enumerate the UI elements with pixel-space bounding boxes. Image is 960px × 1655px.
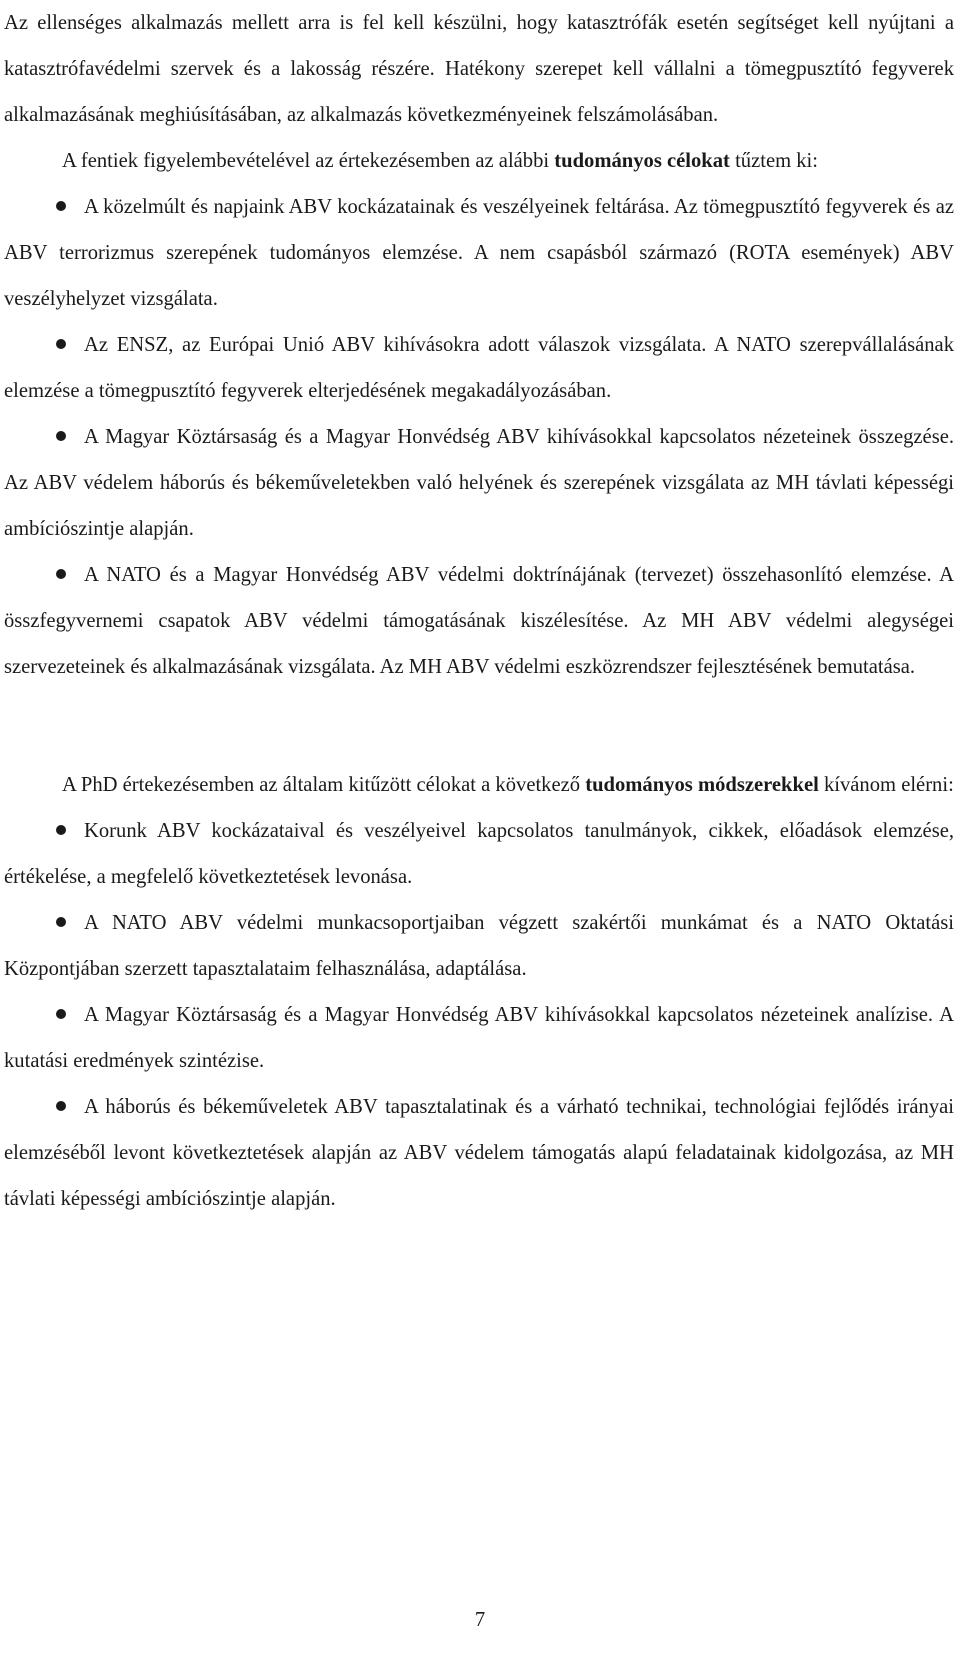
goal-item-text: A Magyar Köztársaság és a Magyar Honvédség ABV kihívásokkal kapcsolatos nézeteinek összegzése. Az ABV védelem háborús és békeműveletekben való helyének és szerepének vizsgálata az MH távlati képességi ambíciószintje alapján.	[4, 426, 954, 540]
bullet-icon	[56, 1009, 66, 1019]
bullet-icon	[56, 339, 66, 349]
method-item	[4, 992, 954, 1084]
method-item	[4, 1084, 954, 1222]
goals-lead-paragraph	[4, 138, 954, 184]
page-number: 7	[474, 1609, 486, 1631]
methods-lead-bold: tudományos módszerekkel	[585, 774, 819, 796]
method-item-text: Korunk ABV kockázataival és veszélyeivel kapcsolatos tanulmányok, cikkek, előadások elemzése, értékelése, a megfelelő következtetések levonása.	[4, 820, 954, 888]
method-item-text: A háborús és békeműveletek ABV tapasztalatinak és a várható technikai, technológiai fejlődés irányai elemzéséből levont következtetések alapján az ABV védelem támogatás alapú feladatainak kidolgozása, az MH távlati képességi ambíciószintje alapján.	[4, 1096, 954, 1210]
goal-item	[4, 552, 954, 690]
method-item	[4, 900, 954, 992]
goals-lead-text: A fentiek figyelembevételével az értekezésemben az alábbi	[62, 150, 555, 172]
bullet-icon	[56, 201, 66, 211]
bullet-icon	[56, 1101, 66, 1111]
goal-item	[4, 414, 954, 552]
goals-lead-tail: tűztem ki:	[729, 150, 818, 172]
methods-lead-tail: kívánom elérni:	[818, 774, 954, 796]
goal-item	[4, 322, 954, 414]
methods-lead-text: A PhD értekezésemben az általam kitűzött célokat a következő	[62, 774, 586, 796]
bullet-icon	[56, 917, 66, 927]
goal-item-text: Az ENSZ, az Európai Unió ABV kihívásokra adott válaszok vizsgálata. A NATO szerepvállalásának elemzése a tömegpusztító fegyverek elterjedésének megakadályozásában.	[4, 334, 954, 402]
goal-item-text: A NATO és a Magyar Honvédség ABV védelmi doktrínájának (tervezet) összehasonlító elemzése. A összfegyvernemi csapatok ABV védelmi támogatásának kiszélesítése. Az MH ABV védelmi alegységei szervezeteinek és alkalmazásának vizsgálata. Az MH ABV védelmi eszközrendszer fejlesztésének bemutatása.	[4, 564, 954, 678]
methods-lead-paragraph	[4, 762, 954, 808]
bullet-icon	[56, 431, 66, 441]
bullet-icon	[56, 569, 66, 579]
method-item-text: A NATO ABV védelmi munkacsoportjaiban végzett szakértői munkámat és a NATO Oktatási Központjában szerzett tapasztalataim felhasználása, adaptálása.	[4, 912, 954, 980]
goal-item-text: A közelmúlt és napjaink ABV kockázatainak és veszélyeinek feltárása. Az tömegpusztító fegyverek és az ABV terrorizmus szerepének tudományos elemzése. A nem csapásból származó (ROTA események) ABV veszélyhelyzet vizsgálata.	[4, 196, 954, 310]
intro-paragraph: Az ellenséges alkalmazás mellett arra is fel kell készülni, hogy katasztrófák esetén segítséget kell nyújtani a katasztrófavédelmi szervek és a lakosság részére. Hatékony szerepet kell vállalni a tömegpusztító fegyverek alkalmazásának meghiúsításában, az alkalmazás következményeinek felszámolásában.	[4, 12, 954, 126]
method-item-text: A Magyar Köztársaság és a Magyar Honvédség ABV kihívásokkal kapcsolatos nézeteinek analízise. A kutatási eredmények szintézise.	[4, 1004, 954, 1072]
goals-lead-bold: tudományos célokat	[554, 150, 730, 172]
method-item	[4, 808, 954, 900]
bullet-icon	[56, 825, 66, 835]
section-spacer	[4, 690, 954, 762]
goal-item	[4, 184, 954, 322]
